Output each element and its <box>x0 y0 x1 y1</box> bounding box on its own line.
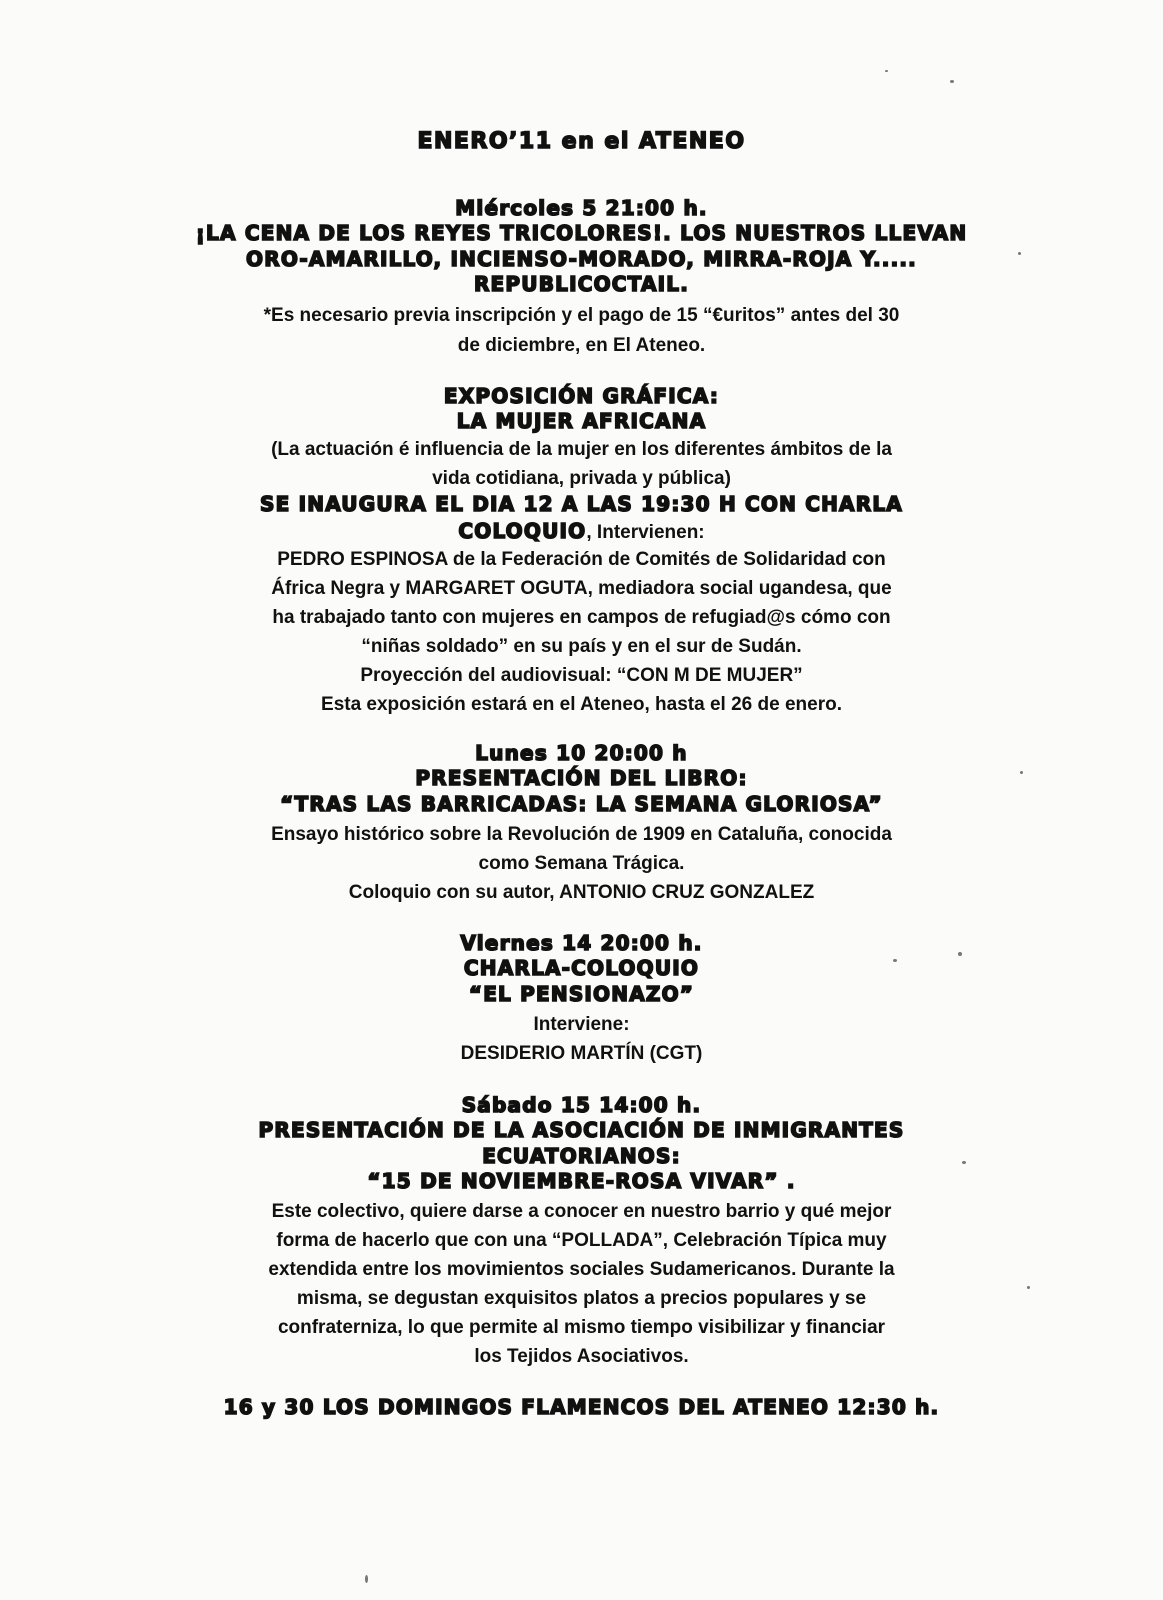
event5-description-line: extendida entre los movimientos sociales Sudamericanos. Durante la <box>268 1259 895 1280</box>
event1-note-line: de diciembre, en El Ateneo. <box>457 335 706 356</box>
scan-speck <box>1027 1286 1030 1289</box>
event3-description-line: Ensayo histórico sobre la Revolución de 1909 en Cataluña, conocida <box>271 824 892 845</box>
event2-headline-line: LA MUJER AFRICANA <box>456 409 707 433</box>
event2-coloquio: COLOQUIO <box>458 519 587 543</box>
event5-headline-line: PRESENTACIÓN DE LA ASOCIACIÓN DE INMIGRANTES <box>258 1118 905 1142</box>
event2-description-line: Proyección del audiovisual: “CON M DE MUJER” <box>360 665 803 686</box>
event2-inauguration: SE INAUGURA EL DIA 12 A LAS 19:30 H CON CHARLA <box>260 492 903 516</box>
event1-date: Miércoles 5 21:00 h. <box>455 196 708 220</box>
event5-description-line: misma, se degustan exquisitos platos a precios populares y se <box>296 1288 867 1309</box>
event3-description-line: Coloquio con su autor, ANTONIO CRUZ GONZALEZ <box>348 882 815 903</box>
event1-headline-line: ORO-AMARILLO, INCIENSO-MORADO, MIRRA-ROJA Y..... <box>246 247 917 271</box>
event5-date: Sábado 15 14:00 h. <box>461 1093 702 1117</box>
event1-headline-line: ¡LA CENA DE LOS REYES TRICOLORES!. LOS NUESTROS LLEVAN <box>195 221 968 245</box>
event1-headline-line: REPUBLICOCTAIL. <box>473 272 690 296</box>
event2-coloquio-line <box>0 516 1163 548</box>
event4-description-line: Interviene: <box>533 1014 630 1035</box>
page-title: ENERO’11 en el ATENEO <box>417 129 746 154</box>
event1-note-line: *Es necesario previa inscripción y el pago de 15 “€uritos” antes del 30 <box>263 305 900 326</box>
event3-headline-line: “TRAS LAS BARRICADAS: LA SEMANA GLORIOSA” <box>280 792 883 816</box>
event2-headline-line: EXPOSICIÓN GRÁFICA: <box>443 384 720 408</box>
footer-flamenco: 16 y 30 LOS DOMINGOS FLAMENCOS DEL ATENEO 12:30 h. <box>223 1395 940 1419</box>
scan-speck <box>1020 771 1023 774</box>
event5-description-line: Este colectivo, quiere darse a conocer en nuestro barrio y qué mejor <box>271 1201 892 1222</box>
event4-description-line: DESIDERIO MARTÍN (CGT) <box>460 1043 703 1064</box>
event3-date: Lunes 10 20:00 h <box>475 741 688 765</box>
scan-speck <box>958 952 962 956</box>
event5-description-line: forma de hacerlo que con una “POLLADA”, Celebración Típica muy <box>276 1230 887 1251</box>
scan-speck <box>962 1161 966 1164</box>
event2-description-line: Esta exposición estará en el Ateneo, hasta el 26 de enero. <box>321 694 842 715</box>
event4-headline-line: “EL PENSIONAZO” <box>468 982 695 1006</box>
event2-subtitle-line: vida cotidiana, privada y pública) <box>432 468 731 489</box>
event5-headline-line: ECUATORIANOS: <box>482 1144 681 1168</box>
scan-speck <box>950 80 954 83</box>
event5-description-line: confraterniza, lo que permite al mismo tiempo visibilizar y financiar <box>277 1317 886 1338</box>
event2-description-line: “niñas soldado” en su país y en el sur de Sudán. <box>361 636 802 657</box>
event5-description-line: los Tejidos Asociativos. <box>474 1346 689 1367</box>
event2-subtitle-line: (La actuación é influencia de la mujer en los diferentes ámbitos de la <box>271 439 892 460</box>
event2-description-line: ha trabajado tanto con mujeres en campos de refugiad@s cómo con <box>272 607 891 628</box>
event5-headline-line: “15 DE NOVIEMBRE-ROSA VIVAR” . <box>367 1169 796 1193</box>
scan-speck <box>885 70 888 72</box>
event4-date: Viernes 14 20:00 h. <box>460 931 703 955</box>
event2-intervienen: , Intervienen: <box>586 522 705 543</box>
event2-description-line: PEDRO ESPINOSA de la Federación de Comités de Solidaridad con <box>277 549 886 570</box>
scan-speck <box>1018 252 1021 255</box>
event3-headline-line: PRESENTACIÓN DEL LIBRO: <box>415 766 748 790</box>
scan-speck <box>365 1575 368 1583</box>
scan-speck <box>893 959 897 962</box>
event3-description-line: como Semana Trágica. <box>478 853 685 874</box>
event4-headline-line: CHARLA-COLOQUIO <box>463 956 700 980</box>
event2-description-line: África Negra y MARGARET OGUTA, mediadora social ugandesa, que <box>271 578 892 599</box>
